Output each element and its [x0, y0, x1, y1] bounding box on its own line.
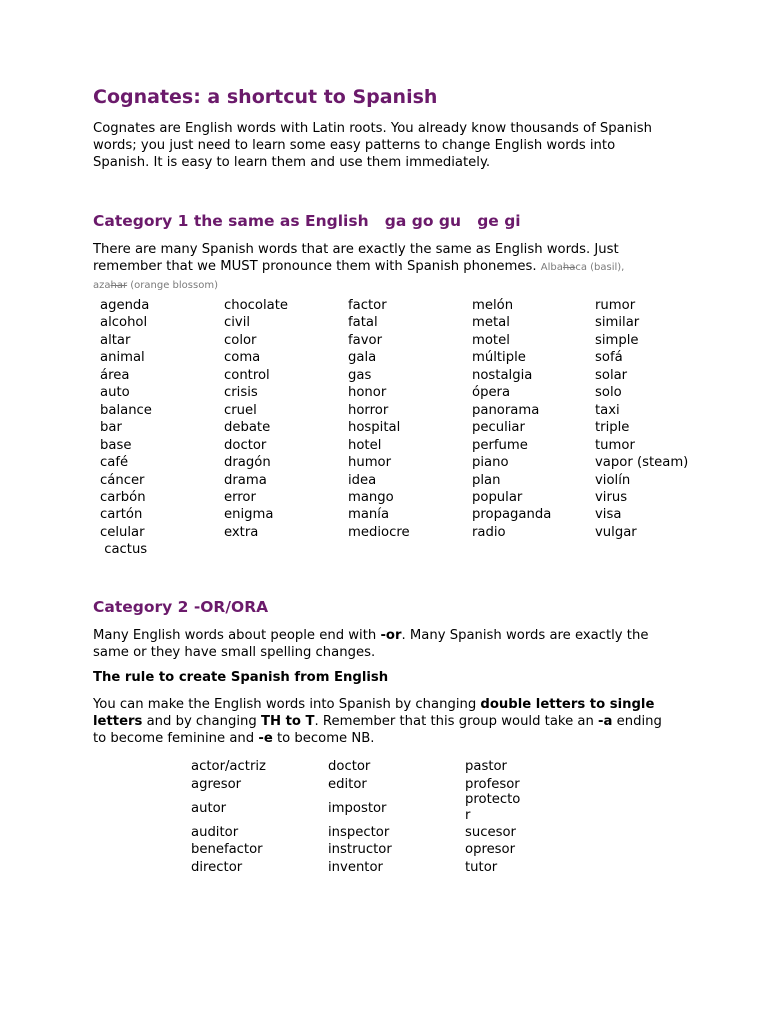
cognate-word: animal [100, 350, 145, 366]
cognate-word: agenda [100, 298, 150, 313]
cognate-word: mediocre [348, 524, 410, 540]
cognate-word: hospital [348, 420, 401, 436]
cognate-word: piano [472, 455, 509, 471]
para-part: Many English words about people end with [93, 628, 381, 643]
intro-paragraph: Cognates are English words with Latin roots. You already know thousands of Spanish words; you just need to learn some easy patterns to change English words into Spanish. It is easy to learn them and use them immediately. [93, 121, 652, 170]
page-title: Cognates: a shortcut to Spanish [93, 86, 438, 108]
category1-paragraph [93, 241, 673, 294]
cognate-word: propaganda [472, 507, 552, 523]
or-word: inventor [328, 860, 383, 875]
cognate-word: cactus [100, 542, 148, 558]
cognate-word: factor [348, 298, 387, 313]
cognate-word: cáncer [100, 472, 145, 488]
para-bold: -or [380, 628, 402, 643]
category1-text: There are many Spanish words that are exactly the same as English words. Just remember that we MUST pronounce them with Spanish phonemes. [93, 242, 619, 274]
cognate-word: ópera [472, 385, 511, 401]
cognate-word: auto [100, 385, 130, 401]
cognate-word: fatal [348, 315, 378, 331]
note-part: ca (basil), [575, 262, 625, 273]
cognate-word: carbón [100, 489, 146, 505]
cognate-word: civil [224, 315, 251, 331]
cognate-word: taxi [595, 402, 620, 418]
rule-part: You can make the English words into Spanish by changing [93, 697, 481, 712]
cognate-word: peculiar [472, 420, 525, 436]
note-strike: har [110, 280, 128, 291]
or-word: instructor [328, 842, 392, 857]
cognate-word: debate [224, 420, 271, 436]
or-word: benefactor [191, 842, 263, 857]
rule-part: and by changing [142, 714, 261, 729]
or-word: auditor [191, 825, 239, 840]
cognate-word: error [224, 489, 256, 505]
cognate-word: cruel [224, 402, 257, 418]
cognate-word: panorama [472, 402, 540, 418]
cognate-word: extra [224, 524, 259, 540]
cognate-word: vulgar [595, 524, 637, 540]
rule-bold: -a [598, 714, 613, 729]
cognate-word: manía [348, 507, 390, 523]
cognate-word: control [224, 367, 270, 383]
rule-heading: The rule to create Spanish from English [93, 670, 389, 685]
or-word: director [191, 860, 243, 875]
cognate-word: color [224, 332, 257, 348]
cognate-word: hotel [348, 437, 382, 453]
cognate-word: perfume [472, 437, 528, 453]
or-word: actor/actriz [191, 759, 266, 774]
rule-part: to become NB. [272, 731, 375, 746]
or-word: doctor [328, 759, 371, 774]
or-word: opresor [465, 842, 516, 857]
cognate-word: violín [595, 472, 631, 488]
cognate-word: simple [595, 332, 639, 348]
or-word: editor [328, 777, 367, 792]
rule-bold: -e [258, 731, 273, 746]
cognate-word: celular [100, 524, 145, 540]
cognate-word: triple [595, 420, 630, 436]
category2-heading: Category 2 -OR/ORA [93, 598, 269, 616]
or-word: autor [191, 801, 227, 816]
rule-part: ending to become feminine and [93, 714, 662, 746]
cognate-word: solar [595, 367, 628, 383]
cognate-word: gas [348, 367, 372, 383]
cognate-word: melón [472, 298, 514, 313]
note-part: Alba [540, 262, 563, 273]
cognate-word: nostalgia [472, 367, 533, 383]
or-word: tutor [465, 860, 498, 875]
rule-part: . Remember that this group would take an [314, 714, 599, 729]
cognate-word: gala [348, 350, 377, 366]
cognate-word: enigma [224, 507, 274, 523]
cognate-word: solo [595, 385, 622, 401]
or-word: pastor [465, 759, 507, 774]
rule-paragraph [93, 696, 673, 747]
cognate-word: motel [472, 332, 510, 348]
cognate-word: rumor [595, 298, 636, 313]
cognate-word: café [100, 455, 129, 471]
cognate-word: metal [472, 315, 510, 331]
cognate-word: balance [100, 402, 152, 418]
cognate-word: virus [595, 489, 628, 505]
cognate-word: horror [348, 402, 389, 418]
cognate-word: popular [472, 489, 523, 505]
or-word: protecto r [465, 792, 521, 823]
cognate-word: bar [100, 420, 122, 436]
or-word: inspector [328, 825, 390, 840]
cognate-word: alcohol [100, 315, 148, 331]
cognate-word: vapor (steam) [595, 455, 689, 471]
cognate-word: doctor [224, 437, 267, 453]
note-part: (orange blossom) [127, 280, 218, 291]
cognate-word: visa [595, 507, 622, 523]
cognate-word: crisis [224, 385, 258, 401]
cognate-word: humor [348, 455, 392, 471]
cognate-word: idea [348, 472, 377, 488]
rule-bold: TH to T [260, 714, 315, 729]
cognate-word: mango [348, 489, 394, 505]
or-word: sucesor [465, 825, 516, 840]
category2-paragraph [93, 627, 673, 661]
or-word: profesor [465, 777, 520, 792]
cognate-word: favor [348, 332, 383, 348]
cognate-word: dragón [224, 455, 271, 471]
cognate-word: base [100, 437, 132, 453]
cognate-word: radio [472, 524, 506, 540]
note-strike: ha [562, 262, 576, 273]
cognate-word: similar [595, 315, 640, 331]
cognate-word: área [100, 367, 130, 383]
para-part: . Many Spanish words are exactly the same or they have small spelling changes. [93, 628, 649, 660]
cognate-word: sofá [595, 350, 623, 366]
cognate-word: plan [472, 472, 501, 488]
cognate-word: cartón [100, 507, 143, 523]
cognate-word: múltiple [472, 350, 526, 366]
category1-heading: Category 1 the same as English ga go gu ge gi [93, 212, 521, 230]
note-part: aza [93, 280, 111, 291]
cognate-word: altar [100, 332, 131, 348]
cognate-word: honor [348, 385, 387, 401]
or-word: impostor [328, 801, 387, 816]
rule-bold: double letters to single letters [93, 697, 655, 729]
cognate-word: chocolate [224, 298, 289, 313]
or-word: agresor [191, 777, 242, 792]
cognate-word: coma [224, 350, 261, 366]
cognate-word: drama [224, 472, 267, 488]
cognate-word: tumor [595, 437, 635, 453]
